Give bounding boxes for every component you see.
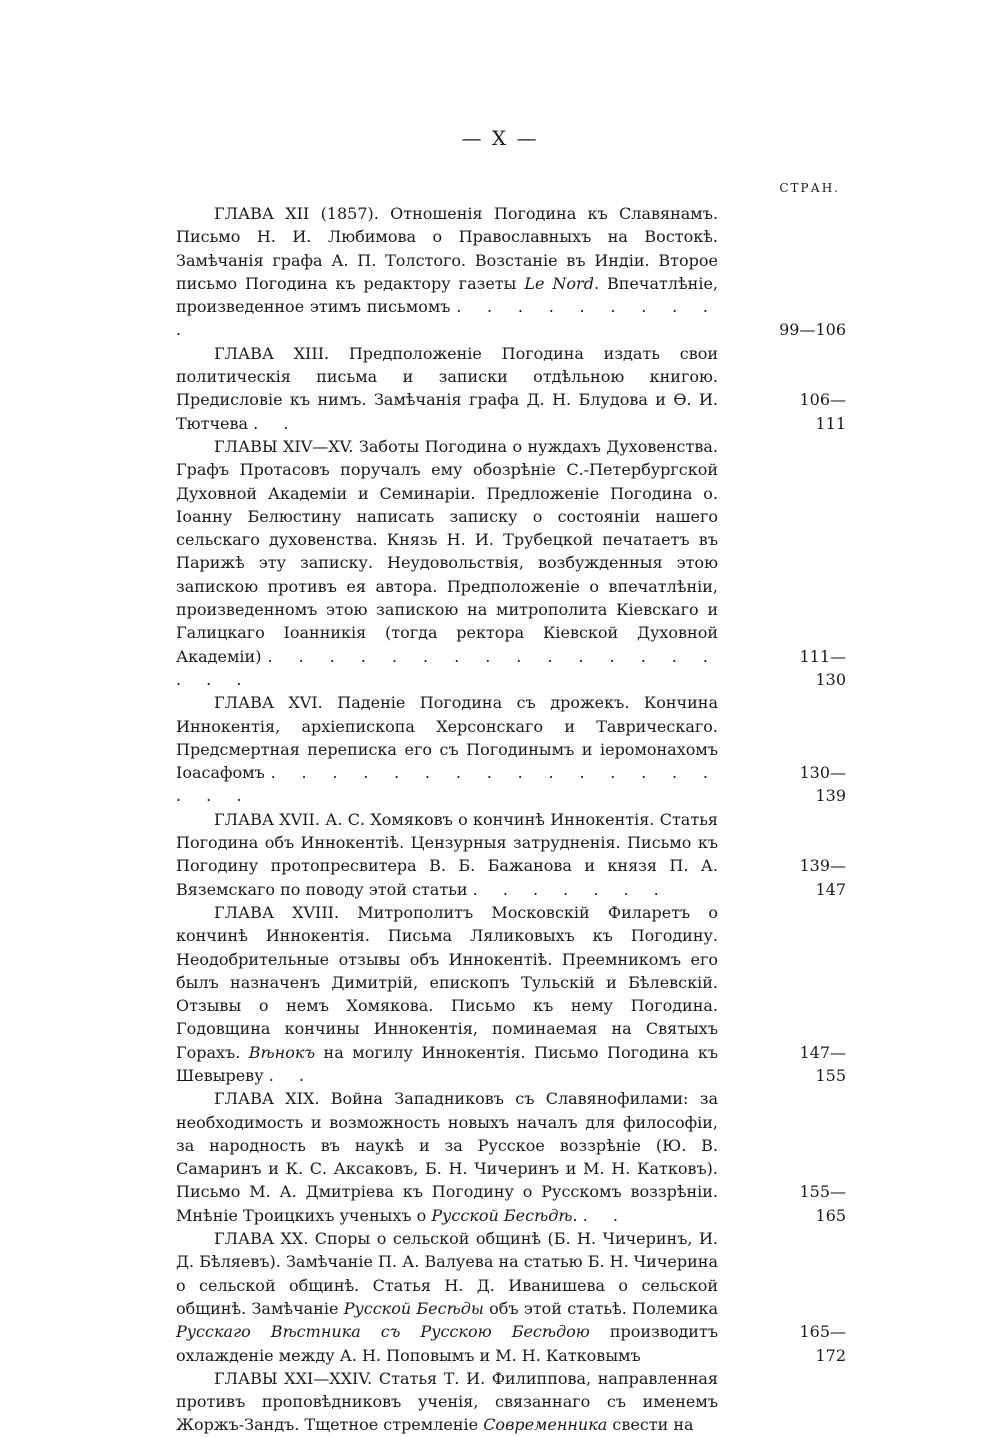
entry-pages: 155—165 (799, 1182, 846, 1225)
entry-heading: ГЛАВА XII (1857). (214, 204, 379, 223)
entry-italic-2: Русскаго Вѣстника съ Русскою Бесѣдою (176, 1322, 590, 1342)
entry-heading: ГЛАВА XVIII. (214, 902, 340, 922)
table-of-contents (176, 202, 846, 1437)
entry-pages: 106—111 (799, 390, 846, 433)
toc-entry-ch17: ГЛАВА XVII. А. С. Хомяковъ о кончинѣ Иннокентія. Статья Погодина объ Иннокентіѣ. Цензурныя затрудненія. Письмо къ Погодину протопресвитера В. Б. Бажанова и князя П. А. Вяземскаго по поводу этой статьи . . . . . . . 139—147 (176, 808, 718, 901)
entry-text: Заботы Погодина о нуждахъ Духовенства. Графъ Протасовъ поручалъ ему обозрѣніе С.-Петербургской Духовной Академіи и Семинаріи. Предложеніе Погодина о. Іоанну Белюстину написать записку о состояніи нашего сельскаго духовенства. Князь Н. И. Трубецкой печатаетъ въ Парижѣ эту записку. Неудовольствія, возбужденныя этою запискою противъ ея автора. Предположеніе о впечатлѣніи, произведенномъ этою запискою на митрополита Кіевскаго и Галицкаго Іоанникія (тогда ректора Кіевской Духовной Академіи) (176, 436, 719, 666)
entry-text: Митрополитъ Московскій Филаретъ о кончинѣ Иннокентія. Письма Ляликовыхъ къ Погодину. Неодобрительные отзывы объ Иннокентіѣ. Преемникомъ его былъ назначенъ Димитрій, епископъ Тульскій и Бѣлевскій. Отзывы о немъ Хомякова. Письмо къ нему Погодина. Годовщина кончины Иннокентія, поминаемая на Святыхъ Горахъ. (176, 902, 719, 1062)
entry-text: Паденіе Погодина съ дрожекъ. Кончина Иннокентія, архіепископа Херсонскаго и Таврическаго. Предсмертная переписка его съ Погодинымъ и іеромонахомъ Іоасафомъ (176, 693, 719, 783)
entry-italic: Русской Бесѣды (343, 1298, 484, 1318)
toc-entry-ch12: ГЛАВА XII (1857). Отношенія Погодина къ Славянамъ. Письмо Н. И. Любимова о Православныхъ на Востокѣ. Замѣчанія графа А. П. Толстого. Возстаніе въ Индіи. Второе письмо Погодина къ редактору газеты Le Nord. Впечатлѣніе, произведенное этимъ письмомъ . . . . . . . . . . 99—106 (176, 202, 718, 342)
entry-pages: 99—106 (779, 320, 846, 340)
entry-heading: ГЛАВА XIII. (214, 343, 330, 363)
toc-entry-ch21-24 (176, 1367, 718, 1437)
entry-italic: Вѣнокъ (248, 1042, 316, 1062)
page-header: — X — (461, 126, 539, 150)
entry-tail: . Впечатлѣніе, произведенное этимъ письмомъ (176, 273, 719, 317)
entry-tail: . (572, 1205, 578, 1225)
entry-heading: ГЛАВЫ XXI—XXIV. (214, 1368, 373, 1388)
toc-entry-ch19: ГЛАВА XIX. Война Западниковъ съ Славянофилами: за необходимость и возможность новыхъ началъ для философіи, за народность въ наукѣ и за Русское воззрѣніе (Ю. В. Самаринъ и К. С. Аксаковъ, Б. Н. Чичеринъ и М. Н. Катковъ). Письмо М. А. Дмитріева къ Погодину о Русскомъ воззрѣніи. Мнѣніе Троицкихъ ученыхъ о Русской Бесѣдѣ. . . 155—165 (176, 1087, 718, 1227)
entry-heading: ГЛАВА XVII. (214, 809, 320, 829)
entry-heading: ГЛАВА XX. (214, 1229, 309, 1249)
entry-tail: на могилу Иннокентія. Письмо Погодина къ Шевыреву (176, 1042, 718, 1085)
entry-text: Статья Т. И. Филиппова, направленная противъ проповѣдниковъ ученія, связаннаго съ именемъ Жоржъ-Зандъ. Тщетное стремленіе (176, 1368, 718, 1435)
pages-column-label: СТРАН. (779, 181, 840, 195)
entry-text: А. С. Хомяковъ о кончинѣ Иннокентія. Статья Погодина объ Иннокентіѣ. Цензурныя затрудненія. Письмо къ Погодину протопресвитера В. Б. Бажанова и князя П. А. Вяземскаго по поводу этой статьи (176, 809, 718, 899)
entry-italic: Современника (483, 1415, 608, 1435)
entry-tail-2: производитъ охлажденіе между А. Н. Поповымъ и М. Н. Катковымъ (176, 1322, 718, 1365)
entry-pages: 130—139 (799, 763, 846, 806)
toc-entry-ch13: ГЛАВА XIII. Предположеніе Погодина издать свои политическія письма и записки отдѣльною книгою. Предисловіе къ нимъ. Замѣчанія графа Д. Н. Блудова и Ѳ. И. Тютчева . . 106—111 (176, 342, 718, 435)
toc-entry-ch18: ГЛАВА XVIII. Митрополитъ Московскій Филаретъ о кончинѣ Иннокентія. Письма Ляликовыхъ къ Погодину. Неодобрительные отзывы объ Иннокентіѣ. Преемникомъ его былъ назначенъ Димитрій, епископъ Тульскій и Бѣлевскій. Отзывы о немъ Хомякова. Письмо къ нему Погодина. Годовщина кончины Иннокентія, поминаемая на Святыхъ Горахъ. Вѣнокъ на могилу Иннокентія. Письмо Погодина къ Шевыреву . . 147—155 (176, 901, 718, 1087)
entry-italic: Le Nord (524, 273, 594, 293)
entry-pages: 139—147 (799, 856, 846, 899)
toc-entry-ch14-15: ГЛАВЫ XIV—XV. Заботы Погодина о нуждахъ Духовенства. Графъ Протасовъ поручалъ ему обозрѣніе С.-Петербургской Духовной Академіи и Семинаріи. Предложеніе Погодина о. Іоанну Белюстину написать записку о состояніи нашего сельскаго духовенства. Князь Н. И. Трубецкой печатаетъ въ Парижѣ эту записку. Неудовольствія, возбужденныя этою запискою противъ ея автора. Предположеніе о впечатлѣніи, произведенномъ этою запискою на митрополита Кіевскаго и Галицкаго Іоанникія (тогда ректора Кіевской Духовной Академіи) . . . . . . . . . . . . . . . . . . 111—130 (176, 435, 718, 691)
entry-heading: ГЛАВЫ XIV—XV. (214, 436, 354, 456)
entry-pages: 147—155 (799, 1042, 846, 1085)
entry-text: Война Западниковъ съ Славянофилами: за необходимость и возможность новыхъ началъ для философіи, за народность въ наукѣ и за Русское воззрѣніе (Ю. В. Самаринъ и К. С. Аксаковъ, Б. Н. Чичеринъ и М. Н. Катковъ). Письмо М. А. Дмитріева къ Погодину о Русскомъ воззрѣніи. Мнѣніе Троицкихъ ученыхъ о (176, 1089, 718, 1225)
entry-pages: 165—172 (799, 1322, 846, 1365)
toc-entry-ch20 (176, 1227, 846, 1367)
entry-text: Отношенія Погодина къ Славянамъ. Письмо Н. И. Любимова о Православныхъ на Востокѣ. Замѣчанія графа А. П. Толстого. Возстаніе въ Индіи. Второе письмо Погодина къ редактору газеты (176, 204, 718, 293)
entry-tail: объ этой статьѣ. Полемика (483, 1298, 718, 1318)
entry-italic: Русской Бесѣдѣ (431, 1205, 573, 1225)
entry-heading: ГЛАВА XIX. (214, 1089, 320, 1109)
entry-tail: свести на (607, 1415, 694, 1435)
entry-heading: ГЛАВА XVI. (214, 693, 323, 713)
entry-text: Споры о сельской общинѣ (Б. Н. Чичеринъ, И. Д. Бѣляевъ). Замѣчаніе П. А. Валуева на статью Б. Н. Чичерина о сельской общинѣ. Статья Н. Д. Иванишева о сельской общинѣ. Замѣчаніе (176, 1229, 718, 1318)
entry-text: Предположеніе Погодина издать свои политическія письма и записки отдѣльною книгою. Предисловіе къ нимъ. Замѣчанія графа Д. Н. Блудова и Ѳ. И. Тютчева (176, 343, 718, 433)
toc-entry-ch16: ГЛАВА XVI. Паденіе Погодина съ дрожекъ. Кончина Иннокентія, архіепископа Херсонскаго и Таврическаго. Предсмертная переписка его съ Погодинымъ и іеромонахомъ Іоасафомъ . . . . . . . . . . . . . . . . . . 130—139 (176, 691, 718, 807)
entry-pages: 111—130 (799, 646, 846, 689)
